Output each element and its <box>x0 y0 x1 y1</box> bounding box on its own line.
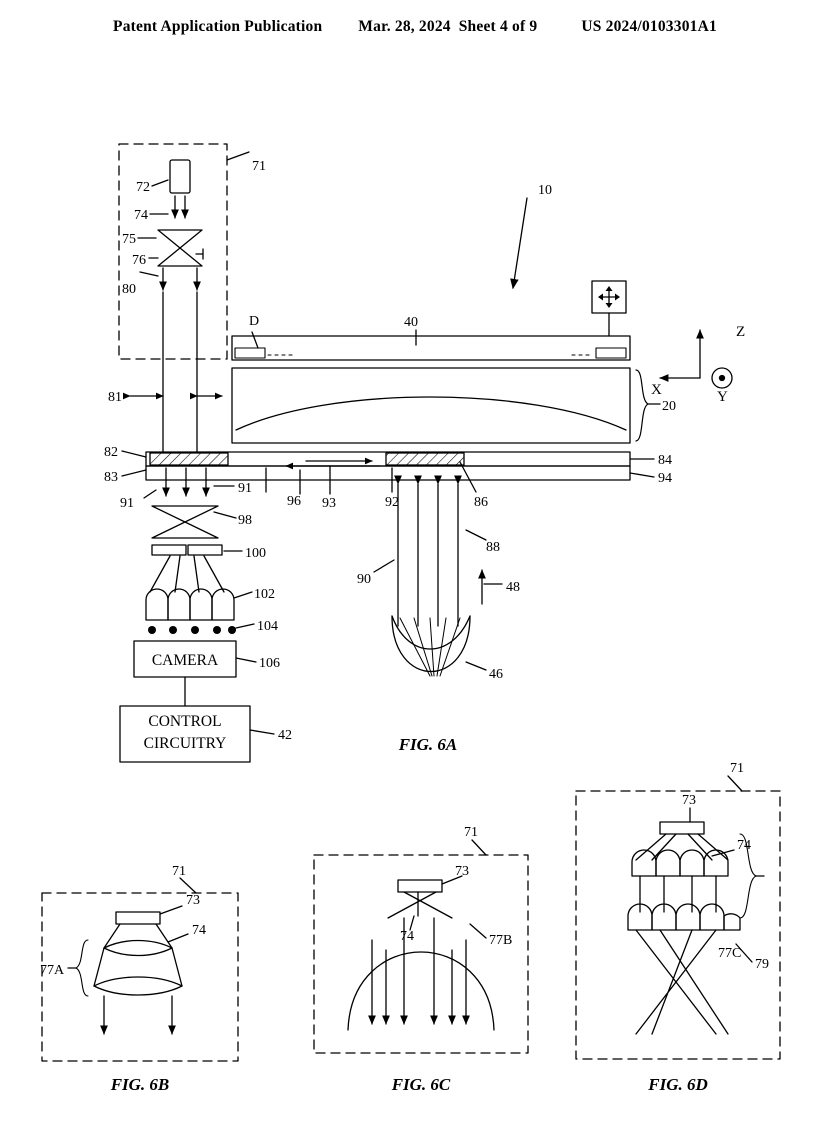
ref-42: 42 <box>278 728 292 743</box>
camera-box-label: CAMERA <box>151 652 219 669</box>
ref-88: 88 <box>486 540 500 555</box>
ref-92: 92 <box>385 495 399 510</box>
ref-96: 96 <box>287 494 301 509</box>
ref-91-b: 91 <box>238 481 252 496</box>
ref-86: 86 <box>474 495 488 510</box>
ref-104: 104 <box>257 619 278 634</box>
ref-80: 80 <box>122 282 136 297</box>
axis-label-z: Z <box>736 324 746 340</box>
ref-74-c: 74 <box>400 929 414 944</box>
ref-81: 81 <box>108 390 122 405</box>
control-circuitry-line1: CONTROL <box>148 713 222 730</box>
ref-71-b: 71 <box>172 864 186 879</box>
axis-label-y: Y <box>717 389 728 405</box>
ref-46: 46 <box>489 667 503 682</box>
ref-74-b: 74 <box>192 923 206 938</box>
ref-40: 40 <box>404 315 418 330</box>
ref-82: 82 <box>104 445 118 460</box>
header-date: Mar. 28, 2024 <box>358 18 451 35</box>
ref-100: 100 <box>245 546 266 561</box>
ref-79: 79 <box>755 957 769 972</box>
ref-72: 72 <box>136 180 150 195</box>
ref-102: 102 <box>254 587 275 602</box>
ref-90: 90 <box>357 572 371 587</box>
figure-label-6a: FIG. 6A <box>398 735 458 754</box>
ref-94: 94 <box>658 471 672 486</box>
ref-10: 10 <box>538 183 552 198</box>
ref-20: 20 <box>662 399 676 414</box>
ref-106: 106 <box>259 656 280 671</box>
ref-76: 76 <box>132 253 146 268</box>
control-circuitry-line2: CIRCUITRY <box>143 735 227 752</box>
header-publication: Patent Application Publication <box>113 18 323 35</box>
ref-98: 98 <box>238 513 252 528</box>
ref-73-d: 73 <box>682 793 696 808</box>
ref-83: 83 <box>104 470 118 485</box>
ref-84: 84 <box>658 453 672 468</box>
figure-label-6b: FIG. 6B <box>110 1075 170 1094</box>
ref-77A: 77A <box>40 963 65 978</box>
ref-73-b: 73 <box>186 893 200 908</box>
header-patent-number: US 2024/0103301A1 <box>581 18 717 35</box>
ref-74-d: 74 <box>737 838 751 853</box>
ref-91-a: 91 <box>120 496 134 511</box>
ref-77C: 77C <box>718 946 742 961</box>
ref-71-c: 71 <box>464 825 478 840</box>
header-sheet: Sheet 4 of 9 <box>458 18 538 35</box>
figure-label-6d: FIG. 6D <box>648 1075 708 1094</box>
ref-D: D <box>249 314 260 329</box>
ref-77B: 77B <box>489 933 513 948</box>
ref-73-c: 73 <box>455 864 469 879</box>
figure-label-6c: FIG. 6C <box>391 1075 451 1094</box>
ref-93: 93 <box>322 496 336 511</box>
ref-71-d: 71 <box>730 761 744 776</box>
ref-71-a: 71 <box>252 159 266 174</box>
ref-74: 74 <box>134 208 148 223</box>
ref-48: 48 <box>506 580 520 595</box>
ref-75: 75 <box>122 232 136 247</box>
axis-label-x: X <box>651 382 662 398</box>
